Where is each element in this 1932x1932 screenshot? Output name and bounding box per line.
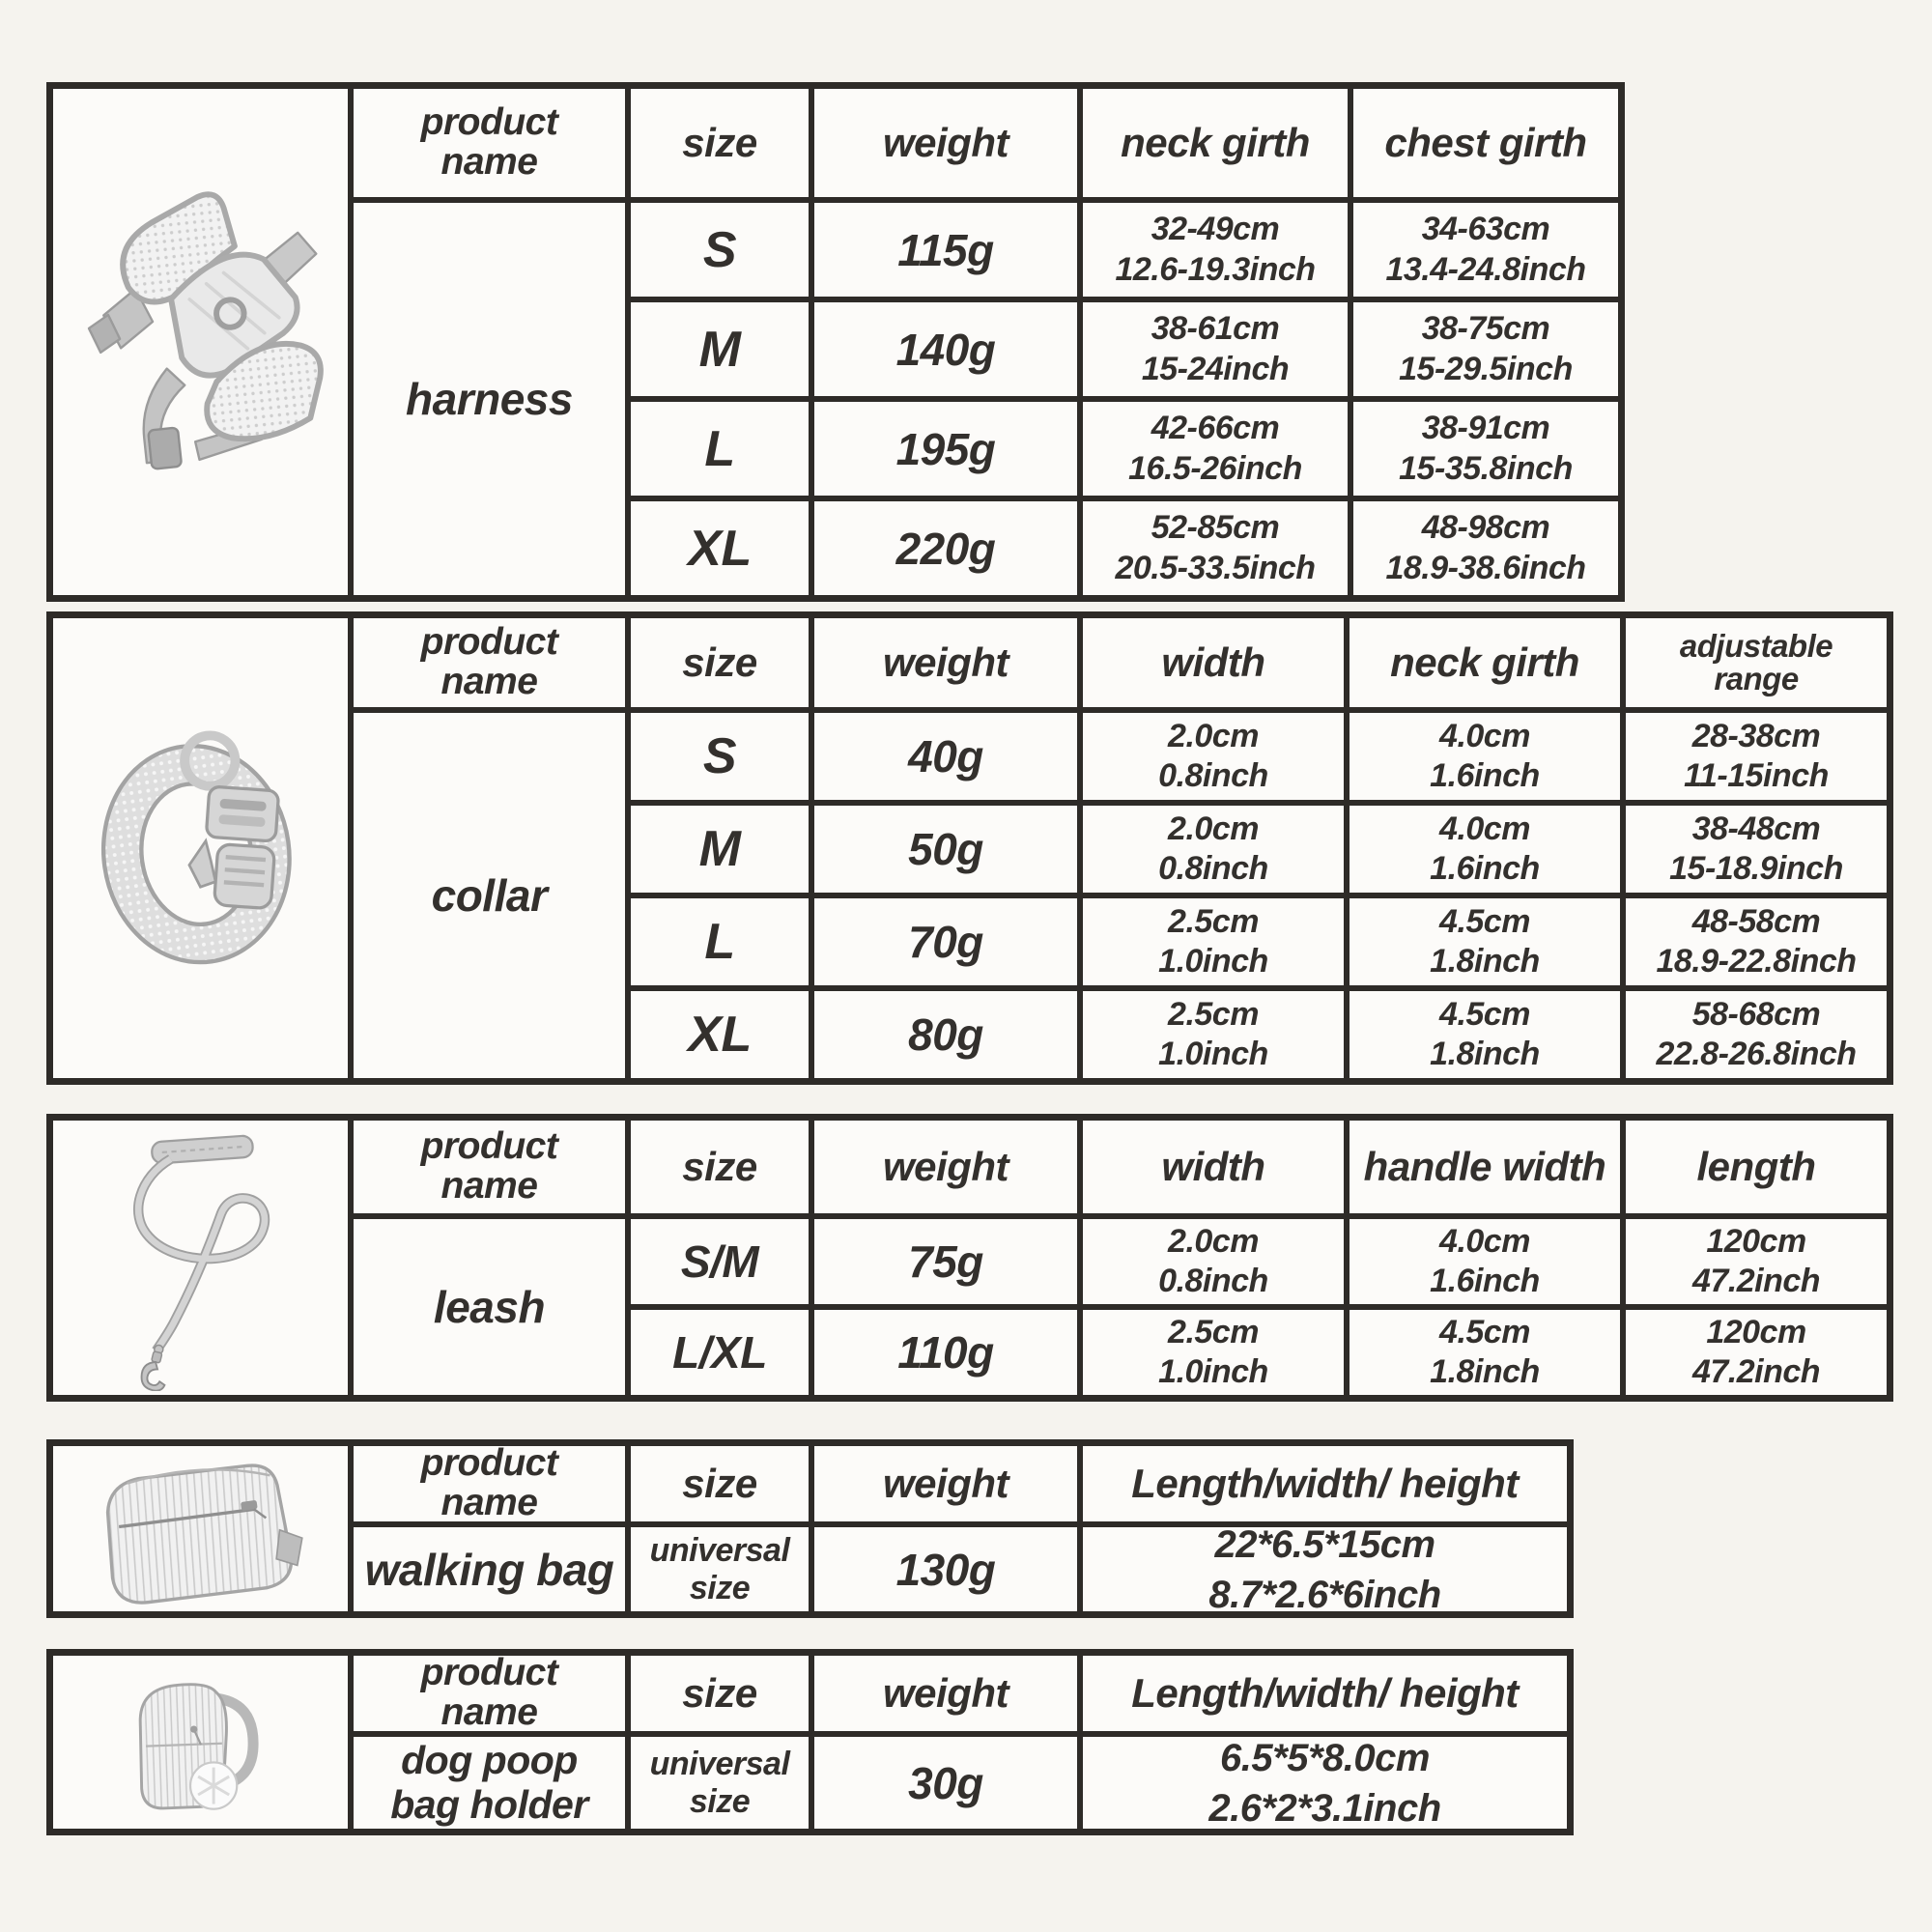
cm-line: 34-63cm xyxy=(1421,211,1550,248)
cm-line: 48-98cm xyxy=(1421,509,1550,547)
inch-line: 8.7*2.6*6inch xyxy=(1208,1573,1441,1611)
size-value-cell xyxy=(631,302,809,396)
size-value-cell xyxy=(631,402,809,496)
cm-line: 42-66cm xyxy=(1151,410,1280,447)
cm-line: 38-48cm xyxy=(1691,810,1821,847)
header-weight xyxy=(814,1121,1077,1213)
leash-size-table xyxy=(46,1114,1893,1402)
header-dimensions xyxy=(1083,1656,1567,1731)
size-value-cell xyxy=(631,1527,809,1611)
neck-girth-value-cell xyxy=(1083,302,1348,396)
weight-value-cell xyxy=(814,713,1077,800)
weight-value: 220g xyxy=(895,523,996,574)
cm-line: 58-68cm xyxy=(1691,995,1821,1033)
size-line-1: universal xyxy=(649,1532,790,1570)
product-label xyxy=(354,713,625,1078)
weight-value: 80g xyxy=(908,1009,983,1060)
header-label: handle width xyxy=(1363,1144,1606,1190)
width-value-cell xyxy=(1083,713,1344,800)
label-line: walking bag xyxy=(364,1544,614,1595)
cm-line: 48-58cm xyxy=(1691,902,1821,940)
width-value-cell xyxy=(1083,806,1344,893)
inch-line: 1.0inch xyxy=(1158,943,1268,980)
size-value: XL xyxy=(688,520,752,577)
chest-girth-value-cell xyxy=(1353,501,1618,595)
chest-girth-value-cell xyxy=(1353,203,1618,297)
product-label xyxy=(354,1219,625,1395)
harness-product-image xyxy=(74,170,327,514)
cm-line: 38-61cm xyxy=(1151,310,1280,348)
leash-product-image xyxy=(113,1124,289,1391)
collar-image-cell xyxy=(53,618,348,1078)
neck-girth-value-cell xyxy=(1083,501,1348,595)
label-line-1: dog poop xyxy=(401,1738,578,1783)
inch-line: 47.2inch xyxy=(1691,1353,1821,1390)
harness-image-cell xyxy=(53,89,348,595)
inch-line: 15-24inch xyxy=(1141,350,1290,387)
inch-line: 13.4-24.8inch xyxy=(1385,250,1586,288)
header-adjustable-range xyxy=(1626,618,1887,707)
header-weight xyxy=(814,1656,1077,1731)
inch-line: 0.8inch xyxy=(1158,850,1268,887)
header-width xyxy=(1083,618,1344,707)
size-value: M xyxy=(698,321,741,378)
adjustable-range-value-cell xyxy=(1626,991,1887,1078)
size-value: XL xyxy=(688,1007,752,1063)
cm-line: 4.0cm xyxy=(1439,717,1530,754)
header-label: Length/width/ height xyxy=(1131,1461,1519,1507)
walking-bag-product-image xyxy=(80,1453,322,1605)
cm-line: 2.0cm xyxy=(1168,1222,1259,1260)
cm-line: 22*6.5*15cm xyxy=(1214,1527,1435,1566)
inch-line: 12.6-19.3inch xyxy=(1115,250,1316,288)
header-line-1: product xyxy=(420,621,558,664)
weight-value: 30g xyxy=(908,1757,983,1808)
header-handle-width xyxy=(1350,1121,1620,1213)
cm-line: 32-49cm xyxy=(1151,211,1280,248)
leash-image-cell xyxy=(53,1121,348,1395)
header-product-name xyxy=(354,1121,625,1213)
neck-girth-value-cell xyxy=(1083,203,1348,297)
header-label: length xyxy=(1696,1144,1816,1190)
header-width xyxy=(1083,1121,1344,1213)
harness-size-table xyxy=(46,82,1625,602)
header-label: width xyxy=(1161,1144,1265,1190)
adjustable-range-value-cell xyxy=(1626,713,1887,800)
header-line-1: product xyxy=(420,101,558,144)
header-line-1: product xyxy=(420,1446,558,1485)
inch-line: 20.5-33.5inch xyxy=(1115,549,1316,586)
header-neck-girth xyxy=(1350,618,1620,707)
header-product-name xyxy=(354,89,625,197)
size-value-cell xyxy=(631,501,809,595)
inch-line: 18.9-22.8inch xyxy=(1656,943,1857,980)
header-size xyxy=(631,1121,809,1213)
cm-line: 2.5cm xyxy=(1168,995,1259,1033)
inch-line: 0.8inch xyxy=(1158,1263,1268,1299)
width-value-cell xyxy=(1083,1310,1344,1395)
inch-line: 47.2inch xyxy=(1691,1263,1821,1299)
size-value-cell xyxy=(631,898,809,985)
header-weight xyxy=(814,89,1077,197)
header-line-2: name xyxy=(440,141,538,183)
weight-value: 110g xyxy=(897,1327,994,1378)
header-length xyxy=(1626,1121,1887,1213)
inch-line: 1.6inch xyxy=(1430,1263,1540,1299)
weight-value-cell xyxy=(814,302,1077,396)
width-value-cell xyxy=(1083,898,1344,985)
header-label: weight xyxy=(883,1670,1009,1717)
neck-girth-value-cell xyxy=(1350,898,1620,985)
cm-line: 120cm xyxy=(1706,1313,1806,1350)
adjustable-range-value-cell xyxy=(1626,806,1887,893)
cm-line: 4.5cm xyxy=(1439,1313,1530,1350)
cm-line: 6.5*5*8.0cm xyxy=(1220,1737,1430,1779)
poop-bag-holder-size-table xyxy=(46,1649,1574,1835)
neck-girth-value-cell xyxy=(1350,991,1620,1078)
header-line-2: name xyxy=(440,1482,538,1521)
cm-line: 2.5cm xyxy=(1168,1313,1259,1350)
size-line-1: universal xyxy=(649,1746,790,1783)
size-value-cell xyxy=(631,991,809,1078)
weight-value-cell xyxy=(814,1737,1077,1829)
header-line-1: product xyxy=(420,1125,558,1168)
size-value-cell xyxy=(631,203,809,297)
header-weight xyxy=(814,618,1077,707)
header-line-1: adjustable xyxy=(1679,627,1833,664)
inch-line: 1.0inch xyxy=(1158,1036,1268,1072)
size-value-cell xyxy=(631,1310,809,1395)
walking-bag-image-cell xyxy=(53,1446,348,1611)
walking-bag-size-table xyxy=(46,1439,1574,1618)
header-label: weight xyxy=(883,1461,1009,1507)
inch-line: 2.6*2*3.1inch xyxy=(1208,1786,1441,1829)
handle-width-value-cell xyxy=(1350,1219,1620,1304)
header-weight xyxy=(814,1446,1077,1521)
cm-line: 4.0cm xyxy=(1439,810,1530,847)
header-label: neck girth xyxy=(1390,639,1579,686)
inch-line: 11-15inch xyxy=(1684,757,1829,794)
header-label: size xyxy=(682,120,757,166)
weight-value-cell xyxy=(814,203,1077,297)
weight-value: 50g xyxy=(908,824,983,874)
size-value-cell xyxy=(631,1737,809,1829)
cm-line: 4.0cm xyxy=(1439,1222,1530,1260)
header-size xyxy=(631,1656,809,1731)
weight-value: 40g xyxy=(908,731,983,781)
header-label: size xyxy=(682,1461,757,1507)
weight-value: 115g xyxy=(897,224,994,275)
header-line-2: name xyxy=(440,1691,538,1731)
inch-line: 18.9-38.6inch xyxy=(1385,549,1586,586)
size-value-cell xyxy=(631,1219,809,1304)
size-value: M xyxy=(698,821,741,877)
dimensions-value-cell xyxy=(1083,1527,1567,1611)
inch-line: 1.6inch xyxy=(1430,757,1540,794)
size-value: S xyxy=(702,728,737,784)
cm-line: 2.0cm xyxy=(1168,810,1259,847)
size-line-2: size xyxy=(689,1569,751,1606)
header-label: Length/width/ height xyxy=(1131,1670,1519,1717)
width-value-cell xyxy=(1083,1219,1344,1304)
size-value: L/XL xyxy=(672,1327,767,1378)
adjustable-range-value-cell xyxy=(1626,898,1887,985)
header-label: size xyxy=(682,1144,757,1190)
inch-line: 15-18.9inch xyxy=(1669,850,1843,887)
neck-girth-value-cell xyxy=(1083,402,1348,496)
header-product-name xyxy=(354,618,625,707)
weight-value-cell xyxy=(814,1310,1077,1395)
inch-line: 0.8inch xyxy=(1158,757,1268,794)
header-line-2: name xyxy=(440,1165,538,1207)
size-value: L xyxy=(704,420,735,477)
neck-girth-value-cell xyxy=(1350,713,1620,800)
size-value-cell xyxy=(631,713,809,800)
header-size xyxy=(631,618,809,707)
label-line: harness xyxy=(406,374,573,424)
header-dimensions xyxy=(1083,1446,1567,1521)
dimensions-value-cell xyxy=(1083,1737,1567,1829)
chest-girth-value-cell xyxy=(1353,302,1618,396)
product-label xyxy=(354,1527,625,1611)
weight-value: 195g xyxy=(895,423,996,474)
cm-line: 2.0cm xyxy=(1168,717,1259,754)
cm-line: 52-85cm xyxy=(1151,509,1280,547)
poop-bag-holder-image-cell xyxy=(53,1656,348,1829)
poop-bag-holder-product-image xyxy=(109,1662,293,1824)
length-value-cell xyxy=(1626,1310,1887,1395)
inch-line: 1.6inch xyxy=(1430,850,1540,887)
header-label: weight xyxy=(883,120,1009,166)
product-label xyxy=(354,203,625,595)
weight-value-cell xyxy=(814,1527,1077,1611)
inch-line: 1.8inch xyxy=(1430,1353,1540,1390)
cm-line: 4.5cm xyxy=(1439,902,1530,940)
inch-line: 15-29.5inch xyxy=(1399,350,1573,387)
size-value: S/M xyxy=(680,1236,759,1287)
header-label: size xyxy=(682,639,757,686)
header-label: weight xyxy=(883,1144,1009,1190)
header-neck-girth xyxy=(1083,89,1348,197)
cm-line: 28-38cm xyxy=(1691,717,1821,754)
weight-value-cell xyxy=(814,402,1077,496)
inch-line: 22.8-26.8inch xyxy=(1656,1036,1857,1072)
label-line: collar xyxy=(431,870,548,921)
size-value: L xyxy=(704,914,735,970)
header-size xyxy=(631,1446,809,1521)
collar-product-image xyxy=(85,696,317,1001)
header-label: chest girth xyxy=(1384,120,1587,166)
width-value-cell xyxy=(1083,991,1344,1078)
weight-value: 130g xyxy=(895,1544,996,1595)
weight-value-cell xyxy=(814,991,1077,1078)
inch-line: 16.5-26inch xyxy=(1128,449,1302,487)
header-product-name xyxy=(354,1656,625,1731)
inch-line: 1.8inch xyxy=(1430,943,1540,980)
cm-line: 4.5cm xyxy=(1439,995,1530,1033)
header-line-2: range xyxy=(1714,661,1799,696)
size-value-cell xyxy=(631,806,809,893)
weight-value: 140g xyxy=(895,324,996,375)
weight-value: 75g xyxy=(908,1236,983,1287)
size-value: S xyxy=(702,221,737,278)
header-label: width xyxy=(1161,639,1265,686)
weight-value-cell xyxy=(814,806,1077,893)
cm-line: 38-75cm xyxy=(1421,310,1550,348)
length-value-cell xyxy=(1626,1219,1887,1304)
cm-line: 38-91cm xyxy=(1421,410,1550,447)
label-line-2: bag holder xyxy=(390,1781,588,1827)
header-line-2: name xyxy=(440,661,538,702)
weight-value-cell xyxy=(814,898,1077,985)
inch-line: 1.0inch xyxy=(1158,1353,1268,1390)
product-label xyxy=(354,1737,625,1829)
size-line-2: size xyxy=(689,1782,751,1820)
weight-value-cell xyxy=(814,1219,1077,1304)
cm-line: 2.5cm xyxy=(1168,902,1259,940)
weight-value: 70g xyxy=(908,917,983,967)
header-product-name xyxy=(354,1446,625,1521)
header-label: neck girth xyxy=(1121,120,1310,166)
header-label: size xyxy=(682,1670,757,1717)
header-line-1: product xyxy=(420,1656,558,1694)
header-size xyxy=(631,89,809,197)
neck-girth-value-cell xyxy=(1350,806,1620,893)
header-chest-girth xyxy=(1353,89,1618,197)
inch-line: 15-35.8inch xyxy=(1399,449,1573,487)
header-label: weight xyxy=(883,639,1009,686)
label-line: leash xyxy=(433,1282,546,1332)
handle-width-value-cell xyxy=(1350,1310,1620,1395)
cm-line: 120cm xyxy=(1706,1222,1806,1260)
chest-girth-value-cell xyxy=(1353,402,1618,496)
inch-line: 1.8inch xyxy=(1430,1036,1540,1072)
weight-value-cell xyxy=(814,501,1077,595)
collar-size-table xyxy=(46,611,1893,1085)
